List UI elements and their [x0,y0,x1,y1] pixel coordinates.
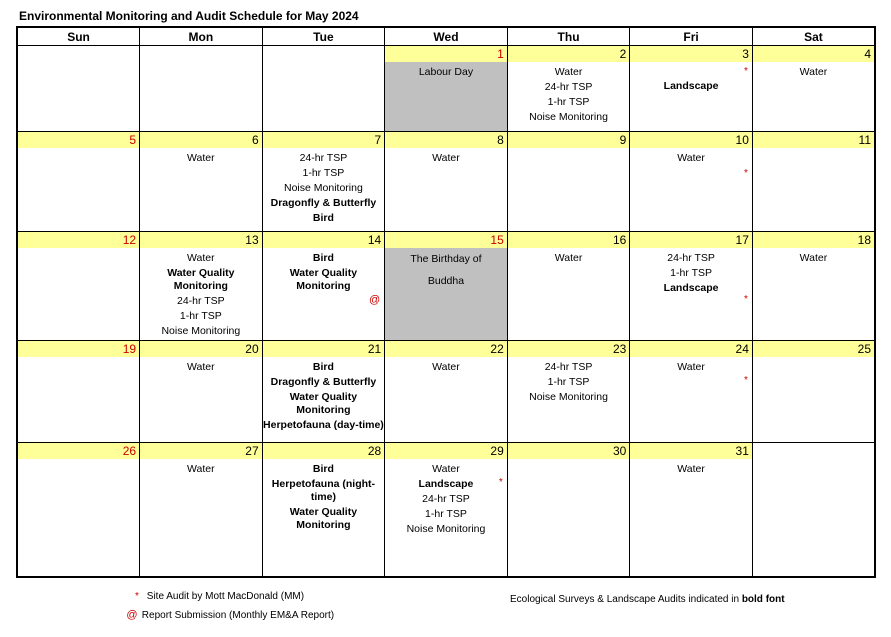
at-sign-icon: @ [126,609,138,621]
asterisk-icon: * [135,591,139,602]
day-activities [385,148,507,165]
day-number: 4 [753,46,874,62]
weekday-wed: Wed [385,27,508,46]
activity-item: Water [432,463,460,475]
day-number: 23 [508,341,630,357]
activity-item: 24-hr TSP [544,361,593,373]
activity-item: Noise Monitoring [284,182,363,194]
day-cell [262,232,385,341]
day-activities [630,148,752,165]
activity-item: Bird [312,212,334,224]
empty-day-cell [752,443,875,577]
note-bold: bold font [741,594,785,605]
holiday-label: Buddha [427,275,465,287]
day-activities [263,248,385,293]
day-activities [140,459,262,476]
day-activities [385,357,507,374]
activity-item: Water [677,463,705,475]
activity-item: Noise Monitoring [529,111,608,123]
activity-item: Landscape [663,80,719,92]
activity-item: Water [187,152,215,164]
activity-item: Landscape [663,282,719,294]
weekday-sat: Sat [752,27,875,46]
day-number: 16 [508,232,630,248]
day-number: 9 [508,132,630,148]
activity-item: 1-hr TSP [547,376,590,388]
day-cell [262,443,385,577]
activity-item: 1-hr TSP [179,310,222,322]
empty-day-cell [262,46,385,132]
day-cell [507,443,630,577]
day-number: 19 [18,341,139,357]
activity-item: Water Quality Monitoring [289,391,358,416]
site-audit-marker: * [743,168,748,179]
activity-item: 1-hr TSP [302,167,345,179]
day-cell [752,132,875,232]
day-activities [630,459,752,476]
day-number: 18 [753,232,874,248]
empty-day-cell [140,46,263,132]
activity-item: Water [187,252,215,264]
day-cell [140,232,263,341]
day-number: 25 [753,341,874,357]
week-row [17,232,875,341]
day-activities [263,148,385,225]
week-row [17,46,875,132]
activity-item: 24-hr TSP [667,252,715,264]
day-activities [385,459,507,536]
day-number: 2 [508,46,630,62]
activity-item: Water [677,152,705,164]
day-number: 1 [385,46,507,62]
day-cell [140,341,263,443]
day-activities [18,148,139,152]
day-activities [508,148,630,152]
activity-item: Dragonfly & Butterfly [270,376,377,388]
day-number: 6 [140,132,262,148]
activity-item: Water [187,361,215,373]
day-number: 27 [140,443,262,459]
day-cell [17,232,140,341]
day-number: 30 [508,443,630,459]
week-row [17,341,875,443]
activity-item: Herpetofauna (day-time) [263,419,384,431]
day-activities [18,459,139,463]
weekday-sun: Sun [17,27,140,46]
day-cell [507,341,630,443]
day-cell [507,132,630,232]
weekday-tue: Tue [262,27,385,46]
day-activities [508,62,630,124]
activity-item: Water [677,361,705,373]
day-cell [752,46,875,132]
day-cell [752,232,875,341]
activity-item: 1-hr TSP [425,508,467,520]
activity-item: Water [799,252,828,264]
day-number: 3 [630,46,752,62]
activity-item: 1-hr TSP [547,96,590,108]
day-number: 28 [263,443,385,459]
legend-site-audit [130,591,304,602]
day-cell [385,443,508,577]
site-audit-marker: * [743,294,748,305]
day-activities [630,357,752,374]
activity-item: 24-hr TSP [422,493,470,505]
day-activities [18,357,139,361]
day-number: 17 [630,232,752,248]
legend-report [125,609,334,621]
site-audit-marker: * [498,477,503,488]
day-activities [508,248,630,265]
activity-item: Water [432,152,460,164]
day-cell [385,132,508,232]
day-number: 11 [753,132,874,148]
day-cell [630,132,753,232]
day-cell [17,443,140,577]
activity-item: Dragonfly & Butterfly [270,197,377,209]
day-cell [385,232,508,341]
day-activities [753,62,874,79]
day-cell [17,341,140,443]
day-activities [753,148,874,152]
day-number: 15 [385,232,507,248]
day-activities [263,357,385,432]
week-row [17,443,875,577]
day-cell [630,232,753,341]
weekday-fri: Fri [630,27,753,46]
day-cell [385,341,508,443]
activity-item: Labour Day [418,66,474,78]
weekday-thu: Thu [507,27,630,46]
activity-item: 1-hr TSP [670,267,712,279]
day-activities [508,459,630,463]
day-number: 21 [263,341,385,357]
activity-item: Water Quality Monitoring [289,267,358,292]
site-audit-marker: * [743,375,748,386]
activity-item: Noise Monitoring [529,391,608,403]
holiday-label: The Birthday of [410,253,482,265]
calendar-grid [16,26,876,578]
activity-item: Bird [312,252,334,264]
day-activities [140,148,262,165]
week-row [17,132,875,232]
day-number: 24 [630,341,752,357]
day-activities [630,248,752,295]
report-submission-marker: @ [369,294,381,306]
legend-site-audit-text: Site Audit by Mott MacDonald (MM) [146,591,305,602]
day-number: 10 [630,132,752,148]
day-number: 8 [385,132,507,148]
day-activities [753,357,874,361]
day-activities [385,62,507,79]
day-activities [753,248,874,265]
activity-item: Water [554,66,583,78]
legend-report-text: Report Submission (Monthly EM&A Report) [141,610,335,621]
day-cell [262,341,385,443]
bold-font-note [510,594,785,605]
day-activities [18,248,139,252]
activity-item: 24-hr TSP [177,295,225,307]
activity-item: Bird [312,361,334,373]
day-number: 7 [263,132,385,148]
day-cell [140,132,263,232]
activity-item: Water [432,361,460,373]
empty-day-cell [17,46,140,132]
day-activities [140,248,262,338]
day-activities [385,248,507,288]
day-cell [262,132,385,232]
day-number: 22 [385,341,507,357]
day-cell [507,232,630,341]
day-number: 12 [18,232,139,248]
day-activities [630,62,752,93]
page-title: Environmental Monitoring and Audit Schedule for May 2024 [19,9,359,23]
day-cell [630,46,753,132]
day-activities [140,357,262,374]
activity-item: Water [187,463,215,475]
day-number: 20 [140,341,262,357]
activity-item: Landscape [418,478,474,490]
day-number: 5 [18,132,139,148]
day-number: 29 [385,443,507,459]
day-number: 14 [263,232,385,248]
day-number: 31 [630,443,752,459]
weekday-header-row [17,27,875,46]
activity-item: Herpetofauna (night-time) [271,478,376,503]
day-cell [630,341,753,443]
day-cell [17,132,140,232]
day-activities [508,357,630,404]
activity-item: Water [799,66,828,78]
activity-item: Water Quality Monitoring [167,267,235,292]
note-prefix: Ecological Surveys & Landscape Audits indicated in [510,594,740,605]
day-cell [140,443,263,577]
activity-item: Noise Monitoring [161,325,241,337]
day-number: 26 [18,443,139,459]
day-number: 13 [140,232,262,248]
activity-item: Water Quality Monitoring [289,506,358,531]
activity-item: 24-hr TSP [544,81,593,93]
day-activities [263,459,385,532]
day-cell [385,46,508,132]
day-cell [752,341,875,443]
activity-item: Water [554,252,583,264]
weekday-mon: Mon [140,27,263,46]
site-audit-marker: * [743,66,748,77]
day-cell [507,46,630,132]
activity-item: Bird [312,463,334,475]
activity-item: Noise Monitoring [406,523,486,535]
day-cell [630,443,753,577]
activity-item: 24-hr TSP [299,152,348,164]
